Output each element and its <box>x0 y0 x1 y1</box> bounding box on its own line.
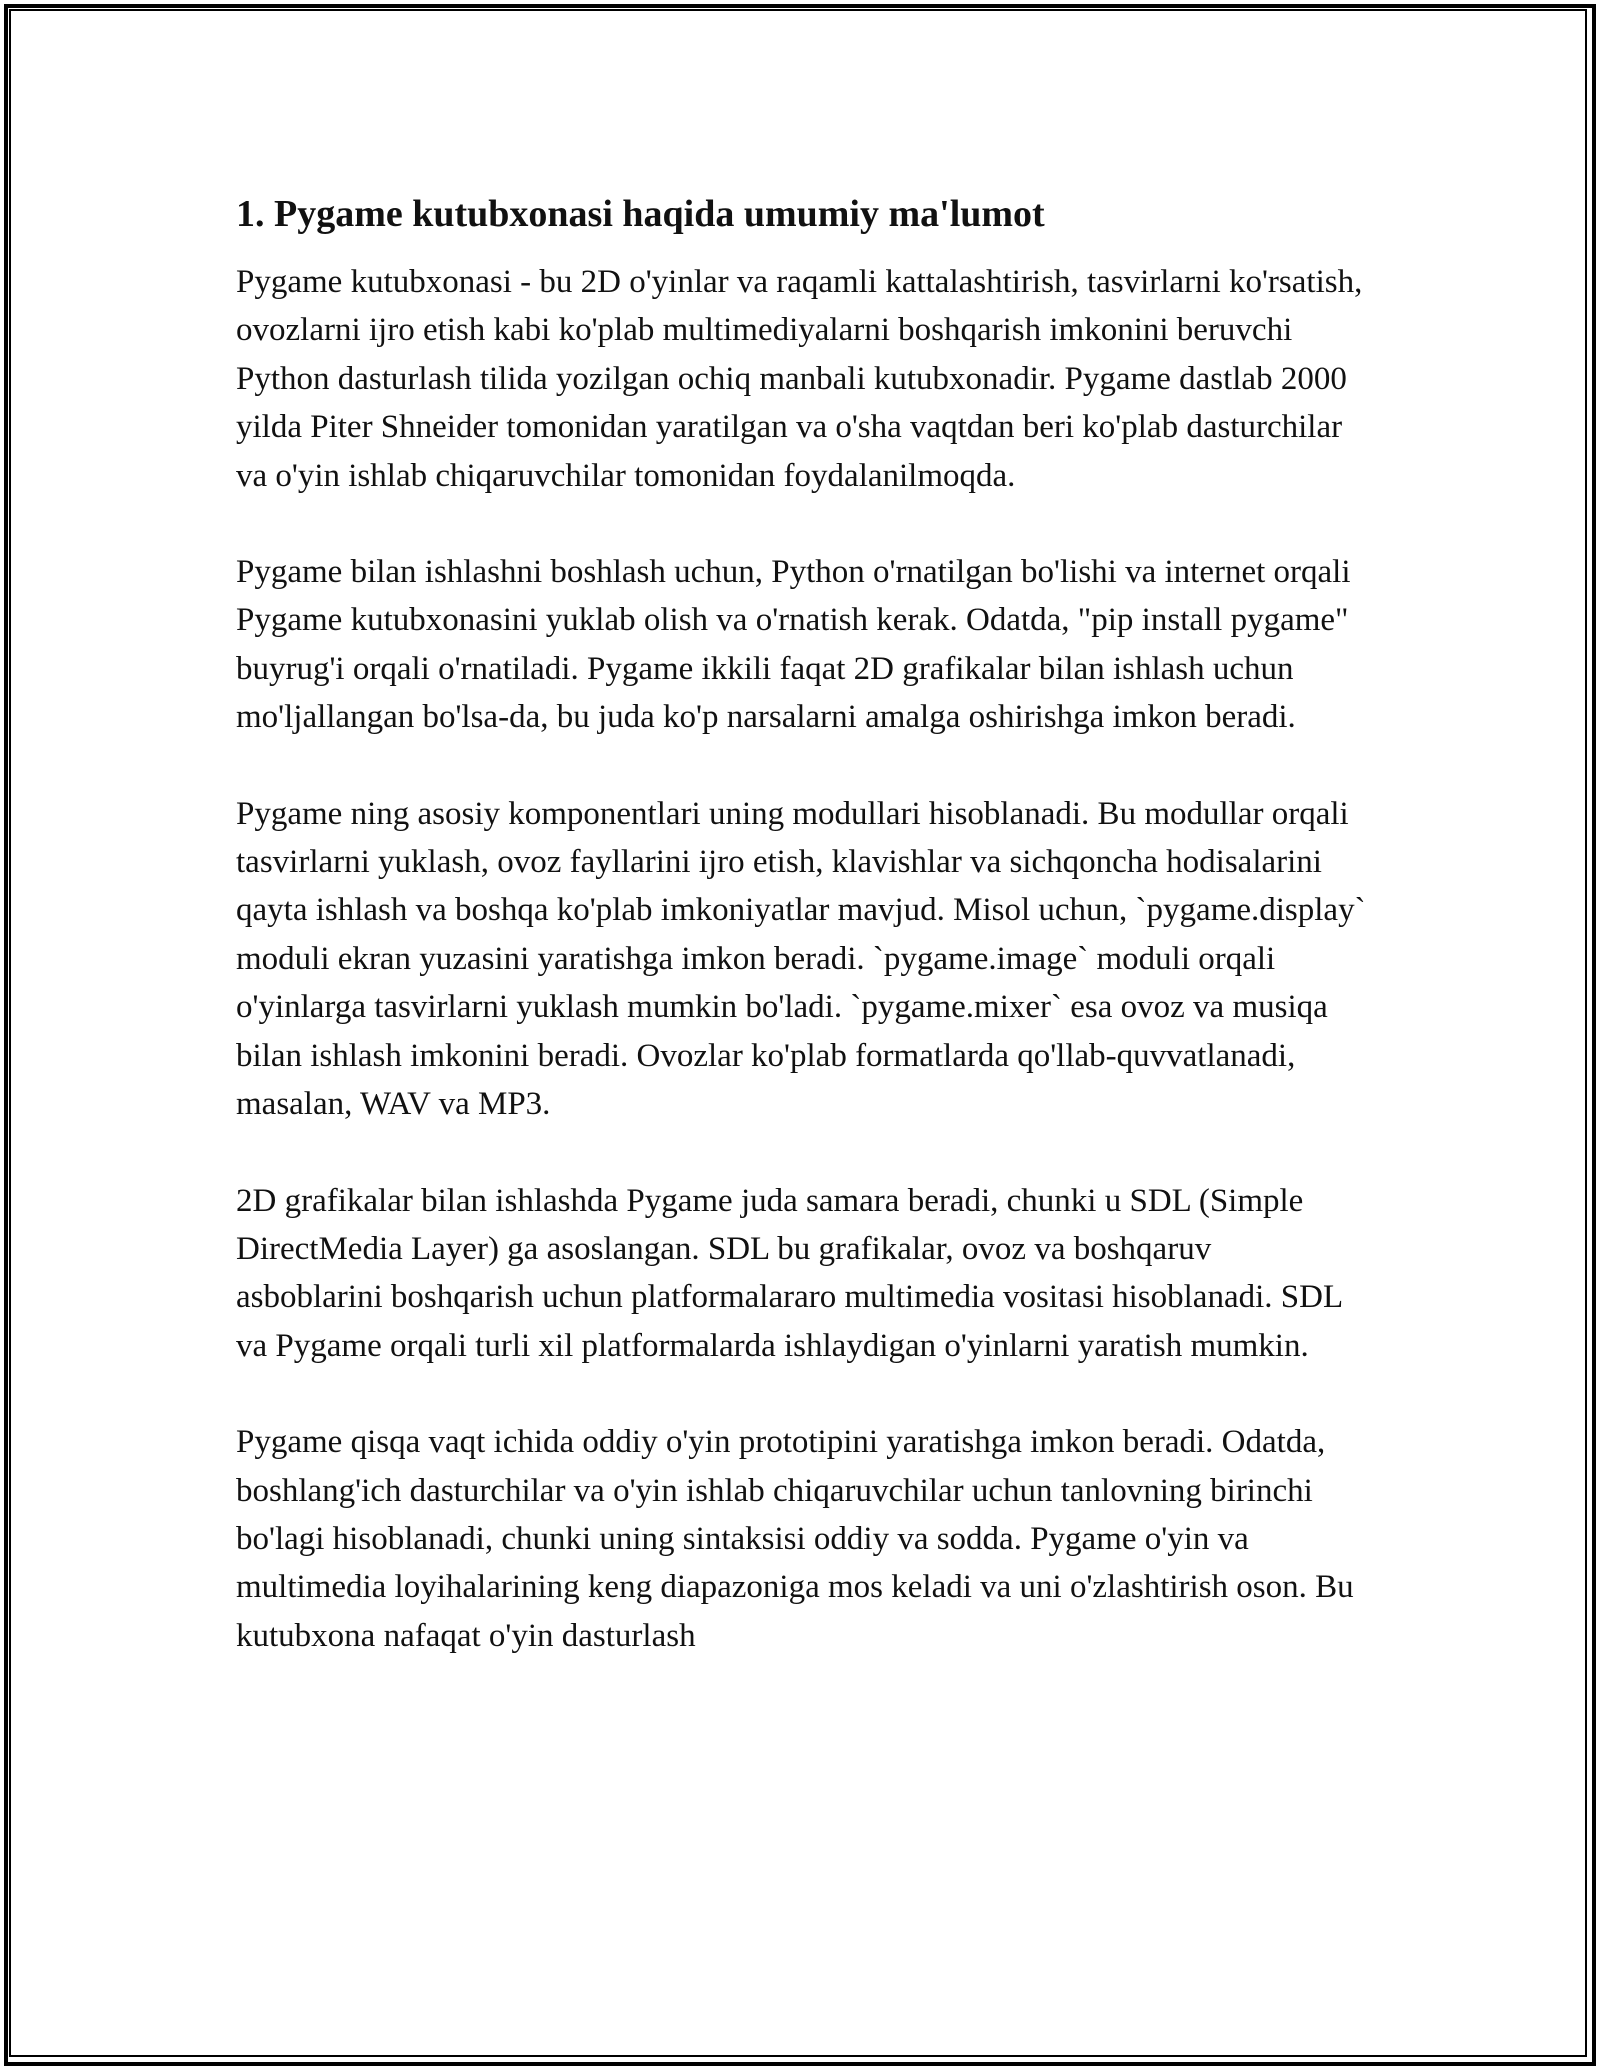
document-body <box>236 190 1366 1708</box>
section-heading: 1. Pygame kutubxonasi haqida umumiy ma'lumot <box>236 193 1045 235</box>
paragraph-4: 2D grafikalar bilan ishlashda Pygame juda samara beradi, chunki u SDL (Simple DirectMedia Layer) ga asoslangan. SDL bu grafikalar, ovoz va boshqaruv asboblarini boshqarish uchun platformalararo multimedia vositasi hisoblanadi. SDL va Pygame orqali turli xil platformalarda ishlaydigan o'yinlarni yaratish mumkin. <box>236 1182 1342 1364</box>
paragraph-5: Pygame qisqa vaqt ichida oddiy o'yin prototipini yaratishga imkon beradi. Odatda, boshlang'ich dasturchilar va o'yin ishlab chiqaruvchilar uchun tanlovning birinchi bo'lagi hisoblanadi, chunki uning sintaksisi oddiy va sodda. Pygame o'yin va multimedia loyihalarining keng diapazoniga mos keladi va uni o'zlashtirish oson. Bu kutubxona nafaqat o'yin dasturlash <box>236 1424 1354 1654</box>
paragraph-3: Pygame ning asosiy komponentlari uning modullari hisoblanadi. Bu modullar orqali tasvirlarni yuklash, ovoz fayllarini ijro etish, klavishlar va sichqoncha hodisalarini qayta ishlash va boshqa ko'plab imkoniyatlar mavjud. Misol uchun, `pygame.display` moduli ekran yuzasini yaratishga imkon beradi. `pygame.image` moduli orqali o'yinlarga tasvirlarni yuklash mumkin bo'ladi. `pygame.mixer` esa ovoz va musiqa bilan ishlash imkonini beradi. Ovozlar ko'plab formatlarda qo'llab-quvvatlanadi, masalan, WAV va MP3. <box>236 795 1366 1123</box>
paragraph-2: Pygame bilan ishlashni boshlash uchun, Python o'rnatilgan bo'lishi va internet orqali Pygame kutubxonasini yuklab olish va o'rnatish kerak. Odatda, "pip install pygame" buyrug'i orqali o'rnatiladi. Pygame ikkili faqat 2D grafikalar bilan ishlash uchun mo'ljallangan bo'lsa-da, bu juda ko'p narsalarni amalga oshirishga imkon beradi. <box>236 554 1351 736</box>
paragraph-1: Pygame kutubxonasi - bu 2D o'yinlar va raqamli kattalashtirish, tasvirlarni ko'rsatish, ovozlarni ijro etish kabi ko'plab multimediyalarni boshqarish imkonini beruvchi Python dasturlash tilida yozilgan ochiq manbali kutubxonadir. Pygame dastlab 2000 yilda Piter Shneider tomonidan yaratilgan va o'sha vaqtdan beri ko'plab dasturchilar va o'yin ishlab chiqaruvchilar tomonidan foydalanilmoqda. <box>236 264 1363 494</box>
